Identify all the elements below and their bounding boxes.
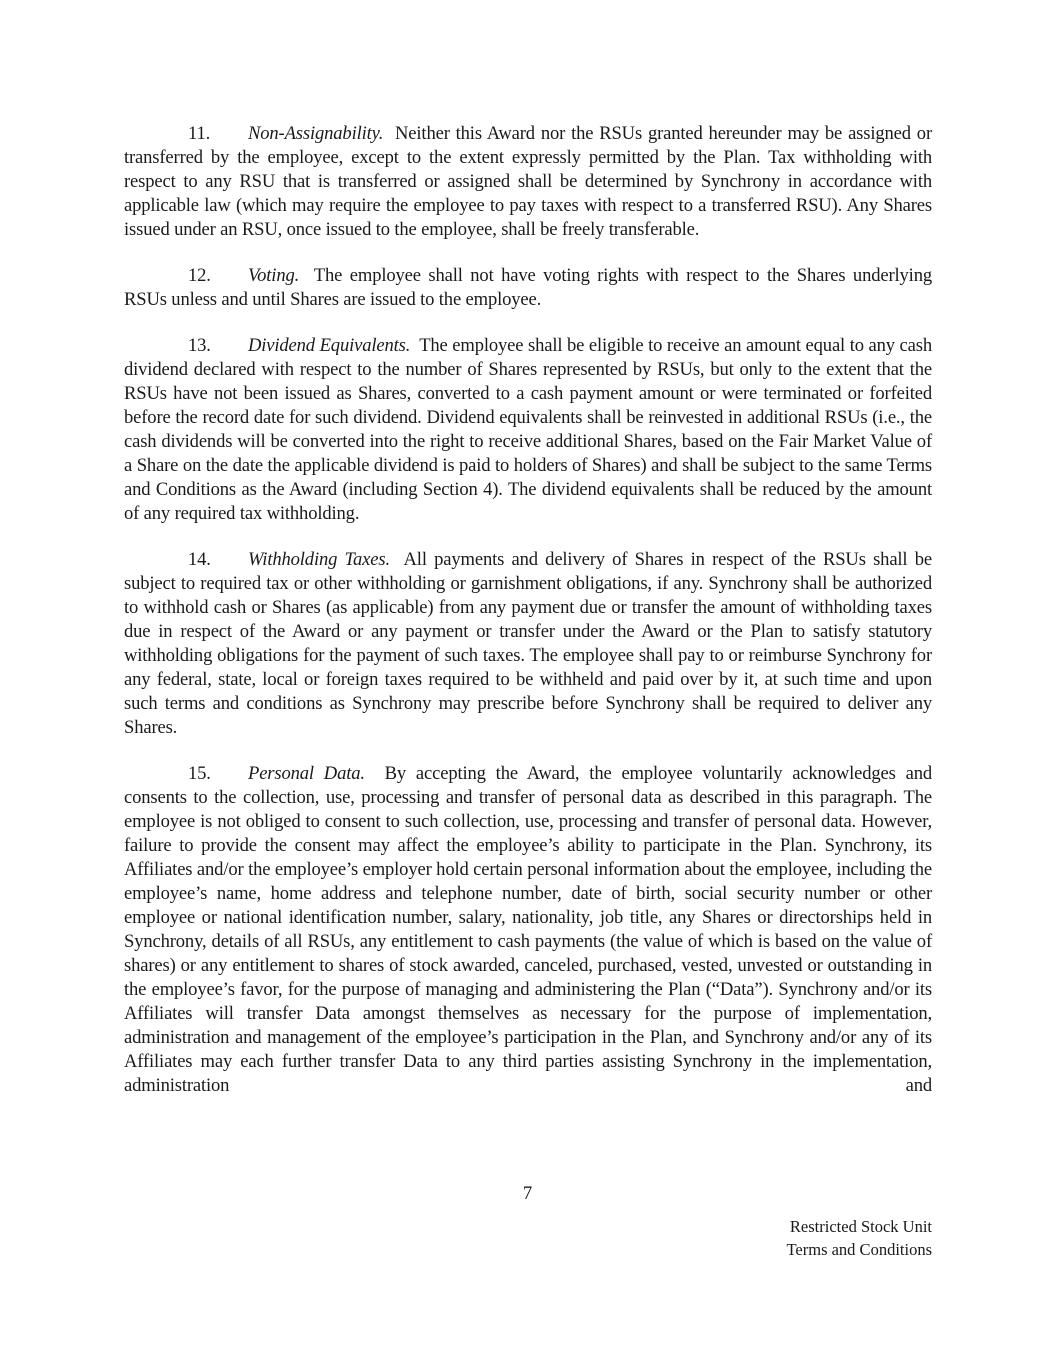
section-number: 11. <box>188 123 211 144</box>
section-13 <box>124 334 932 526</box>
section-14 <box>124 548 932 740</box>
section-body: All payments and delivery of Shares in respect of the RSUs shall be subject to required tax or other withholding or garnishment obligations, if any. Synchrony shall be authorized to withhold cash or Shares (as applicable) from any payment due or transfer the amount of withholding taxes due in respect of the Award or any payment or transfer under the Award or the Plan to satisfy statutory withholding obligations for the payment of such taxes. The employee shall pay to or reimburse Synchrony for any federal, state, local or foreign taxes required to be withheld and paid over by it, at such time and upon such terms and conditions as Synchrony may prescribe before Synchrony shall be required to deliver any Shares. <box>124 549 932 738</box>
document-page <box>124 122 932 1120</box>
section-heading: Dividend Equivalents. <box>248 335 411 356</box>
footer-line-1: Restricted Stock Unit <box>789 1217 932 1236</box>
section-number: 12. <box>188 265 211 286</box>
section-number: 15. <box>188 763 211 784</box>
section-number: 14. <box>188 549 211 570</box>
section-heading: Personal Data. <box>248 763 365 784</box>
section-body: The employee shall not have voting rights with respect to the Shares underlying RSUs unless and until Shares are issued to the employee. <box>124 265 932 310</box>
section-11 <box>124 122 932 242</box>
section-12 <box>124 264 932 312</box>
section-body: Neither this Award nor the RSUs granted hereunder may be assigned or transferred by the employee, except to the extent expressly permitted by the Plan. Tax withholding with respect to any RSU that is transferred or assigned shall be determined by Synchrony in accordance with applicable law (which may require the employee to pay taxes with respect to a transferred RSU). Any Shares issued under an RSU, once issued to the employee, shall be freely transferable. <box>124 123 932 240</box>
section-number: 13. <box>188 335 211 356</box>
page-number: 7 <box>522 1183 533 1204</box>
section-heading: Non-Assignability. <box>248 123 384 144</box>
section-15 <box>124 762 932 1098</box>
section-body: By accepting the Award, the employee voluntarily acknowledges and consents to the collection, use, processing and transfer of personal data as described in this paragraph. The employee is not obliged to consent to such collection, use, processing and transfer of personal data. However, failure to provide the consent may affect the employee’s ability to participate in the Plan. Synchrony, its Affiliates and/or the employee’s employer hold certain personal information about the employee, including the employee’s name, home address and telephone number, date of birth, social security number or other employee or national identification number, salary, nationality, job title, any Shares or directorships held in Synchrony, details of all RSUs, any entitlement to cash payments (the value of which is based on the value of shares) or any entitlement to shares of stock awarded, canceled, purchased, vested, unvested or outstanding in the employee’s favor, for the purpose of managing and administering the Plan (“Data”). Synchrony and/or its Affiliates will transfer Data amongst themselves as necessary for the purpose of implementation, administration and management of the employee’s participation in the Plan, and Synchrony and/or any of its Affiliates may each further transfer Data to any third parties assisting Synchrony in the implementation, administration and <box>124 763 933 1096</box>
footer-line-2: Terms and Conditions <box>786 1240 932 1259</box>
section-heading: Voting. <box>248 265 300 286</box>
footer <box>786 1215 932 1261</box>
section-body: The employee shall be eligible to receive an amount equal to any cash dividend declared with respect to the number of Shares represented by RSUs, but only to the extent that the RSUs have not been issued as Shares, converted to a cash payment amount or were terminated or forfeited before the record date for such dividend. Dividend equivalents shall be reinvested in additional RSUs (i.e., the cash dividends will be converted into the right to receive additional Shares, based on the Fair Market Value of a Share on the date the applicable dividend is paid to holders of Shares) and shall be subject to the same Terms and Conditions as the Award (including Section 4). The dividend equivalents shall be reduced by the amount of any required tax withholding. <box>124 335 932 524</box>
section-heading: Withholding Taxes. <box>248 549 390 570</box>
